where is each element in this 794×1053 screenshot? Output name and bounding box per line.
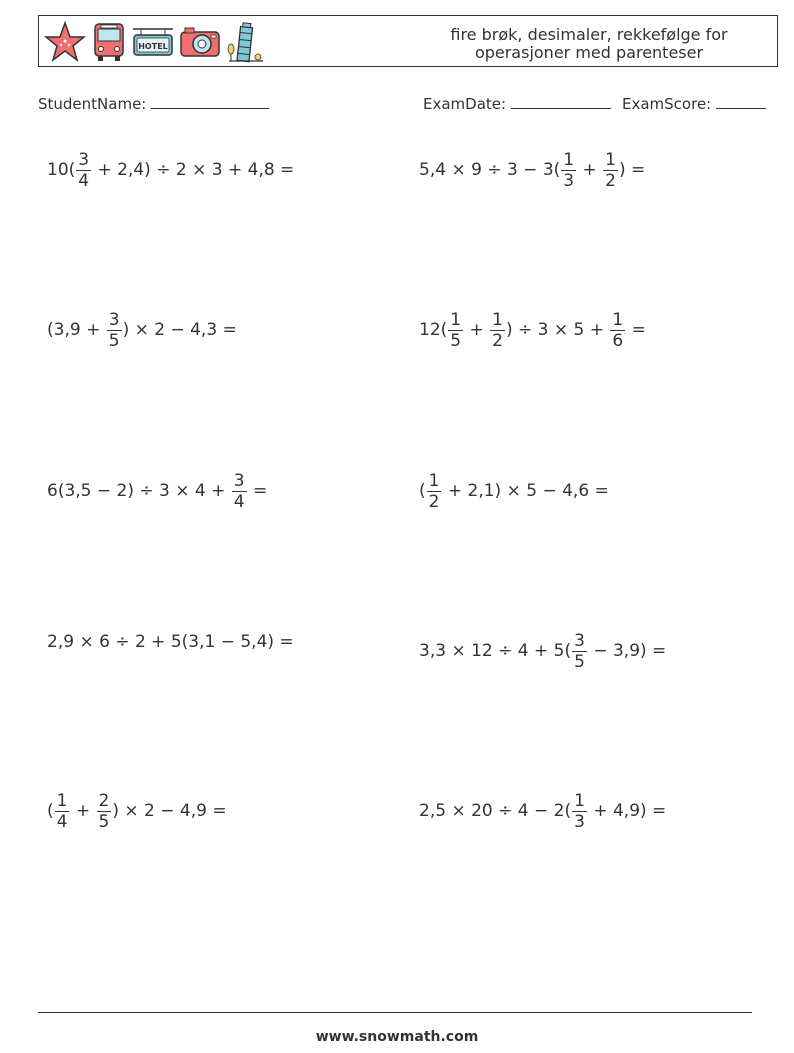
- expression-text: 10(: [47, 160, 76, 180]
- fraction-denominator: 2: [492, 330, 503, 351]
- fraction-numerator: 1: [492, 309, 503, 330]
- expression-text: − 3,9) =: [587, 641, 667, 661]
- problem-8: [419, 621, 666, 681]
- fraction-numerator: 3: [108, 309, 120, 330]
- worksheet-title: [439, 26, 739, 62]
- exam-score-field[interactable]: [622, 94, 766, 113]
- fraction-numerator: 3: [78, 149, 90, 170]
- fraction-denominator: 4: [78, 170, 90, 191]
- problem-10: [419, 781, 666, 841]
- student-name-line[interactable]: [151, 94, 269, 109]
- expression-text: (3,9 +: [47, 320, 106, 340]
- hotel-sign-icon: [131, 21, 175, 63]
- expression-text: ) × 2 − 4,9 =: [112, 801, 227, 821]
- problem-7: [47, 612, 294, 672]
- problem-6: [419, 461, 609, 521]
- problem-1: [47, 140, 294, 200]
- fraction-denominator: 3: [563, 170, 575, 191]
- expression-text: =: [247, 481, 268, 501]
- fraction-denominator: 4: [56, 811, 68, 832]
- fraction: [55, 791, 70, 832]
- fraction-denominator: 5: [574, 651, 585, 672]
- fraction: [232, 471, 247, 512]
- fraction: [610, 310, 625, 351]
- expression-text: (: [47, 801, 54, 821]
- fraction-numerator: 1: [428, 470, 440, 491]
- exam-score-line[interactable]: [716, 94, 766, 109]
- fraction-denominator: 2: [428, 491, 440, 512]
- problem-2: [419, 140, 645, 200]
- fraction-denominator: 2: [605, 170, 616, 191]
- fraction-numerator: 1: [450, 309, 462, 330]
- fraction: [603, 150, 618, 191]
- fraction-denominator: 5: [108, 330, 120, 351]
- fraction: [572, 791, 587, 832]
- problem-5: [47, 461, 267, 521]
- starfish-icon: [43, 21, 87, 63]
- expression-text: +: [464, 320, 490, 340]
- expression-text: 12(: [419, 320, 448, 340]
- fraction-numerator: 1: [605, 149, 616, 170]
- exam-date-line[interactable]: [511, 94, 611, 109]
- title-line-1: fire brøk, desimaler, rekkefølge for: [450, 25, 728, 44]
- problem-3: [47, 300, 237, 360]
- camera-icon: [179, 21, 221, 63]
- expression-text: 3,3 × 12 ÷ 4 + 5(: [419, 641, 572, 661]
- fraction: [97, 791, 112, 832]
- expression-text: 5,4 × 9 ÷ 3 − 3(: [419, 160, 561, 180]
- expression-text: ) =: [619, 160, 646, 180]
- exam-date-field[interactable]: [423, 94, 611, 113]
- student-name-field[interactable]: [38, 94, 269, 113]
- problem-9: [47, 781, 227, 841]
- fraction-denominator: 5: [450, 330, 462, 351]
- leaning-tower-icon: [225, 21, 265, 63]
- fraction-denominator: 3: [574, 811, 585, 832]
- fraction-denominator: 5: [98, 811, 110, 832]
- fraction-denominator: 4: [233, 491, 245, 512]
- fraction-denominator: 6: [612, 330, 624, 351]
- fraction: [490, 310, 505, 351]
- expression-text: ) ÷ 3 × 5 +: [505, 320, 610, 340]
- expression-text: =: [626, 320, 646, 340]
- expression-text: +: [577, 160, 603, 180]
- fraction: [107, 310, 122, 351]
- fraction-numerator: 1: [56, 790, 68, 811]
- header-box: [38, 15, 778, 67]
- expression-text: ) × 2 − 4,3 =: [122, 320, 237, 340]
- header-icons: [43, 21, 265, 63]
- expression-text: 6(3,5 − 2) ÷ 3 × 4 +: [47, 481, 231, 501]
- fraction: [76, 150, 91, 191]
- fraction-numerator: 1: [563, 149, 575, 170]
- expression-text: 2,9 × 6 ÷ 2 + 5(3,1 − 5,4) =: [47, 632, 294, 652]
- expression-text: + 2,1) × 5 − 4,6 =: [442, 481, 609, 501]
- fraction: [448, 310, 463, 351]
- expression-text: 2,5 × 20 ÷ 4 − 2(: [419, 801, 572, 821]
- expression-text: + 4,9) =: [587, 801, 667, 821]
- footer-url: www.snowmath.com: [315, 1029, 479, 1045]
- expression-text: + 2,4) ÷ 2 × 3 + 4,8 =: [92, 160, 295, 180]
- fraction-numerator: 1: [612, 309, 624, 330]
- fraction-numerator: 2: [98, 790, 110, 811]
- title-line-2: operasjoner med parenteser: [474, 43, 704, 62]
- footer-divider: [38, 1012, 752, 1013]
- svg-text:HOTEL: HOTEL: [138, 42, 168, 51]
- expression-text: +: [70, 801, 96, 821]
- fraction-numerator: 1: [574, 790, 585, 811]
- expression-text: (: [419, 481, 426, 501]
- problem-4: [419, 300, 646, 360]
- fraction: [561, 150, 576, 191]
- exam-score-label: ExamScore:: [622, 95, 712, 113]
- exam-date-label: ExamDate:: [423, 95, 507, 113]
- fraction-numerator: 3: [574, 630, 585, 651]
- fraction: [427, 471, 442, 512]
- student-name-label: StudentName:: [38, 95, 147, 113]
- bus-icon: [91, 21, 127, 63]
- fraction: [572, 631, 587, 672]
- fraction-numerator: 3: [233, 470, 245, 491]
